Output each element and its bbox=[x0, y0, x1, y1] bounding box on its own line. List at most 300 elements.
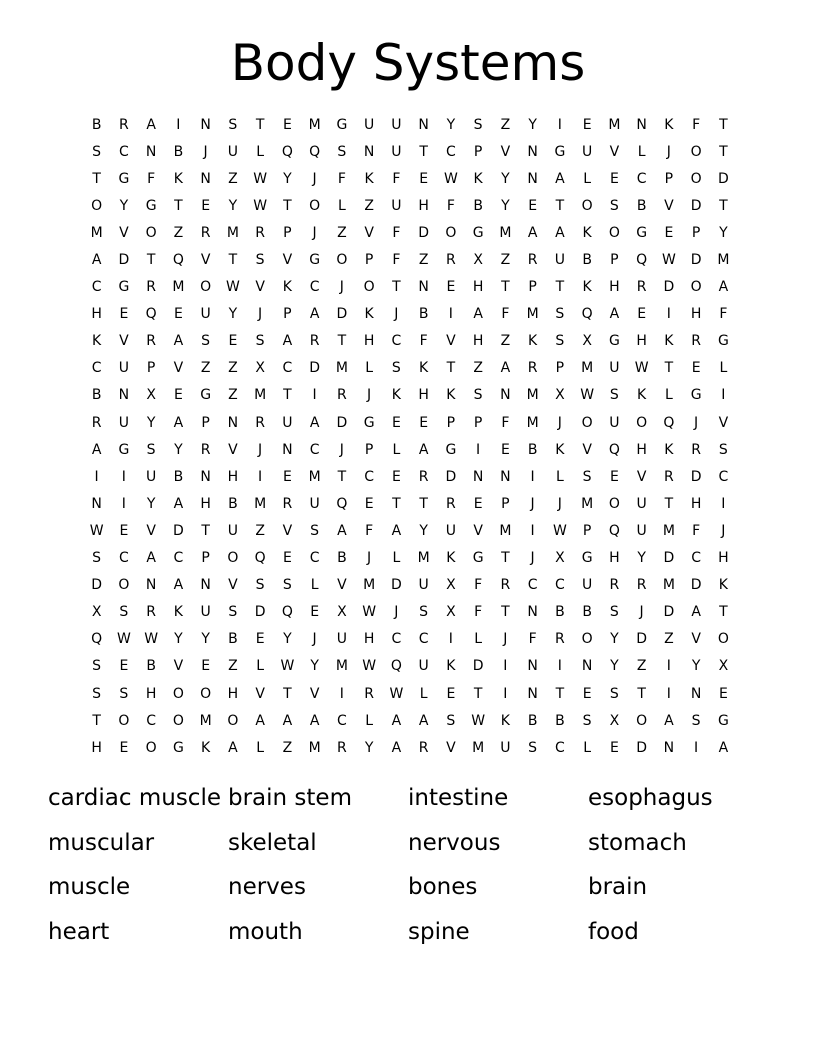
grid-letter: Z bbox=[418, 252, 429, 269]
grid-letter: H bbox=[418, 197, 429, 214]
grid-letter: U bbox=[391, 143, 402, 160]
grid-letter: W bbox=[634, 360, 649, 377]
grid-letter: T bbox=[337, 333, 347, 350]
grid-letter: H bbox=[363, 631, 375, 648]
grid-letter: Q bbox=[663, 414, 675, 431]
grid-letter: W bbox=[225, 279, 240, 296]
grid-letter: A bbox=[173, 577, 184, 594]
grid-row bbox=[83, 355, 737, 382]
word-list-item: nerves bbox=[228, 874, 306, 901]
grid-letter: Q bbox=[254, 550, 266, 567]
grid-letter: C bbox=[391, 631, 402, 648]
grid-letter: Y bbox=[610, 658, 619, 675]
grid-letter: G bbox=[118, 170, 130, 187]
grid-letter: J bbox=[258, 441, 263, 458]
grid-letter: A bbox=[391, 712, 402, 729]
grid-letter: X bbox=[555, 550, 565, 567]
grid-row bbox=[83, 328, 737, 355]
grid-letter: U bbox=[200, 604, 211, 621]
grid-letter: K bbox=[473, 170, 483, 187]
word-row bbox=[48, 865, 768, 910]
grid-letter: R bbox=[119, 116, 129, 133]
grid-letter: V bbox=[473, 522, 483, 539]
grid-letter: K bbox=[446, 658, 456, 675]
grid-letter: E bbox=[282, 550, 292, 567]
grid-letter: D bbox=[336, 306, 348, 323]
grid-letter: Y bbox=[228, 197, 238, 214]
grid-letter: S bbox=[609, 197, 619, 214]
grid-letter: V bbox=[500, 143, 511, 160]
grid-letter: T bbox=[719, 116, 728, 133]
grid-letter: S bbox=[718, 441, 728, 458]
grid-letter: G bbox=[145, 197, 157, 214]
grid-letter: Y bbox=[174, 631, 183, 648]
grid-row bbox=[83, 219, 737, 246]
grid-letter: S bbox=[255, 577, 265, 594]
grid-letter: W bbox=[89, 522, 104, 539]
grid-letter: C bbox=[391, 333, 402, 350]
grid-letter: D bbox=[390, 577, 402, 594]
grid-letter: Z bbox=[282, 739, 293, 756]
grid-letter: R bbox=[691, 441, 701, 458]
grid-letter: S bbox=[201, 333, 211, 350]
grid-letter: D bbox=[717, 170, 729, 187]
grid-letter: M bbox=[172, 279, 185, 296]
grid-letter: S bbox=[691, 712, 701, 729]
grid-letter: S bbox=[582, 712, 592, 729]
grid-letter: I bbox=[721, 387, 726, 404]
grid-letter: V bbox=[337, 577, 347, 594]
grid-letter: D bbox=[690, 577, 702, 594]
grid-row bbox=[83, 572, 737, 599]
grid-letter: X bbox=[446, 577, 456, 594]
grid-letter: M bbox=[254, 495, 267, 512]
grid-letter: B bbox=[527, 712, 538, 729]
grid-letter: Z bbox=[200, 360, 211, 377]
grid-letter: R bbox=[446, 252, 456, 269]
grid-letter: H bbox=[472, 279, 484, 296]
grid-letter: I bbox=[476, 441, 481, 458]
grid-letter: V bbox=[364, 224, 374, 241]
grid-letter: S bbox=[146, 441, 156, 458]
grid-letter: P bbox=[473, 143, 483, 160]
grid-row bbox=[83, 734, 737, 761]
grid-letter: I bbox=[666, 306, 671, 323]
grid-letter: L bbox=[719, 360, 728, 377]
grid-letter: N bbox=[363, 143, 375, 160]
word-list-item: food bbox=[588, 918, 639, 945]
grid-letter: M bbox=[662, 577, 675, 594]
grid-letter: E bbox=[473, 495, 483, 512]
grid-letter: K bbox=[664, 116, 674, 133]
grid-letter: S bbox=[282, 577, 292, 594]
grid-letter: O bbox=[145, 739, 157, 756]
grid-letter: D bbox=[690, 468, 702, 485]
grid-letter: D bbox=[172, 522, 184, 539]
grid-letter: R bbox=[555, 631, 565, 648]
grid-letter: K bbox=[419, 360, 429, 377]
grid-letter: Y bbox=[174, 441, 183, 458]
grid-letter: S bbox=[92, 658, 102, 675]
grid-letter: R bbox=[527, 360, 538, 377]
grid-letter: D bbox=[254, 604, 266, 621]
grid-letter: R bbox=[255, 224, 265, 241]
grid-letter: V bbox=[119, 224, 129, 241]
grid-letter: Y bbox=[364, 739, 374, 756]
grid-letter: V bbox=[691, 631, 701, 648]
grid-letter: A bbox=[146, 550, 156, 567]
grid-letter: L bbox=[256, 143, 265, 160]
grid-letter: K bbox=[446, 387, 456, 404]
grid-letter: X bbox=[446, 604, 456, 621]
grid-letter: I bbox=[448, 306, 453, 323]
grid-letter: Q bbox=[608, 522, 620, 539]
grid-letter: V bbox=[228, 441, 238, 458]
grid-letter: W bbox=[362, 658, 377, 675]
grid-letter: T bbox=[146, 252, 156, 269]
grid-letter: S bbox=[228, 116, 238, 133]
grid-letter: H bbox=[636, 333, 647, 350]
grid-letter: I bbox=[312, 387, 317, 404]
grid-letter: G bbox=[554, 143, 566, 160]
grid-letter: O bbox=[172, 712, 184, 729]
grid-letter: I bbox=[121, 468, 126, 485]
grid-letter: Y bbox=[501, 197, 510, 214]
grid-letter: T bbox=[228, 252, 238, 269]
grid-letter: I bbox=[503, 685, 508, 702]
grid-letter: S bbox=[609, 604, 619, 621]
grid-letter: L bbox=[474, 631, 483, 648]
grid-letter: V bbox=[146, 522, 156, 539]
grid-letter: B bbox=[173, 468, 184, 485]
grid-letter: N bbox=[527, 685, 538, 702]
grid-letter: V bbox=[636, 468, 647, 485]
grid-letter: J bbox=[530, 550, 535, 567]
grid-letter: P bbox=[555, 360, 565, 377]
grid-letter: J bbox=[258, 306, 263, 323]
grid-letter: L bbox=[637, 143, 646, 160]
grid-letter: K bbox=[173, 170, 183, 187]
grid-row bbox=[83, 707, 737, 734]
grid-letter: E bbox=[119, 739, 129, 756]
grid-letter: C bbox=[91, 360, 102, 377]
word-list-item: muscular bbox=[48, 829, 155, 856]
grid-letter: U bbox=[118, 414, 129, 431]
grid-letter: T bbox=[719, 197, 728, 214]
grid-letter: A bbox=[309, 712, 320, 729]
grid-letter: Y bbox=[501, 170, 510, 187]
grid-letter: S bbox=[446, 712, 456, 729]
grid-letter: J bbox=[557, 414, 562, 431]
grid-letter: R bbox=[200, 224, 211, 241]
grid-letter: E bbox=[419, 414, 429, 431]
grid-letter: O bbox=[200, 279, 212, 296]
grid-letter: M bbox=[581, 495, 594, 512]
grid-letter: Q bbox=[390, 658, 402, 675]
grid-letter: H bbox=[636, 441, 647, 458]
grid-letter: B bbox=[555, 712, 565, 729]
grid-letter: J bbox=[394, 306, 399, 323]
grid-letter: Z bbox=[664, 631, 674, 648]
grid-letter: G bbox=[336, 116, 348, 133]
grid-letter: R bbox=[282, 495, 293, 512]
grid-letter: E bbox=[282, 468, 292, 485]
grid-letter: U bbox=[282, 414, 293, 431]
grid-row bbox=[83, 192, 737, 219]
grid-letter: C bbox=[636, 170, 647, 187]
grid-letter: Z bbox=[364, 197, 374, 214]
grid-letter: T bbox=[719, 604, 728, 621]
grid-letter: T bbox=[283, 197, 292, 214]
grid-letter: Q bbox=[608, 441, 620, 458]
grid-letter: V bbox=[255, 685, 265, 702]
grid-letter: O bbox=[309, 197, 321, 214]
grid-letter: S bbox=[419, 604, 429, 621]
grid-row bbox=[83, 409, 737, 436]
grid-letter: O bbox=[227, 550, 239, 567]
grid-letter: A bbox=[473, 306, 483, 323]
grid-letter: K bbox=[282, 279, 292, 296]
grid-letter: X bbox=[337, 604, 347, 621]
grid-letter: W bbox=[552, 522, 567, 539]
grid-letter: G bbox=[445, 441, 457, 458]
grid-letter: J bbox=[394, 604, 399, 621]
grid-letter: G bbox=[636, 224, 648, 241]
grid-letter: M bbox=[308, 116, 321, 133]
grid-letter: N bbox=[145, 143, 157, 160]
grid-letter: T bbox=[337, 468, 347, 485]
grid-letter: N bbox=[200, 116, 211, 133]
grid-letter: A bbox=[527, 224, 538, 241]
grid-row bbox=[83, 246, 737, 273]
grid-letter: Q bbox=[281, 143, 293, 160]
grid-letter: A bbox=[309, 414, 320, 431]
grid-row bbox=[83, 436, 737, 463]
grid-letter: O bbox=[636, 414, 648, 431]
grid-letter: C bbox=[718, 468, 729, 485]
grid-row bbox=[83, 165, 737, 192]
grid-letter: U bbox=[582, 143, 593, 160]
grid-letter: K bbox=[500, 712, 510, 729]
grid-letter: E bbox=[119, 658, 129, 675]
grid-letter: C bbox=[146, 712, 157, 729]
grid-letter: D bbox=[309, 360, 321, 377]
grid-letter: T bbox=[555, 685, 565, 702]
grid-letter: V bbox=[173, 658, 184, 675]
grid-letter: Z bbox=[228, 387, 238, 404]
grid-letter: I bbox=[557, 658, 562, 675]
grid-letter: C bbox=[309, 279, 320, 296]
grid-letter: G bbox=[172, 739, 184, 756]
grid-letter: E bbox=[201, 658, 211, 675]
grid-letter: S bbox=[255, 333, 265, 350]
grid-letter: T bbox=[283, 685, 292, 702]
grid-letter: A bbox=[173, 495, 184, 512]
grid-letter: B bbox=[636, 197, 647, 214]
grid-letter: U bbox=[554, 252, 565, 269]
grid-letter: A bbox=[718, 739, 729, 756]
word-list-item: mouth bbox=[228, 918, 303, 945]
grid-letter: K bbox=[173, 604, 183, 621]
grid-letter: B bbox=[582, 604, 592, 621]
grid-letter: J bbox=[694, 414, 699, 431]
grid-letter: E bbox=[637, 306, 647, 323]
grid-letter: W bbox=[253, 170, 268, 187]
grid-letter: M bbox=[499, 224, 512, 241]
grid-letter: R bbox=[664, 468, 674, 485]
grid-letter: U bbox=[609, 360, 620, 377]
grid-letter: D bbox=[690, 252, 702, 269]
grid-letter: Z bbox=[473, 360, 483, 377]
grid-letter: H bbox=[91, 739, 102, 756]
grid-letter: N bbox=[418, 116, 429, 133]
grid-letter: D bbox=[118, 252, 130, 269]
grid-letter: E bbox=[173, 306, 183, 323]
grid-letter: O bbox=[91, 197, 103, 214]
grid-letter: Q bbox=[336, 495, 348, 512]
grid-letter: K bbox=[718, 577, 728, 594]
grid-letter: M bbox=[254, 387, 267, 404]
word-list-item: stomach bbox=[588, 829, 687, 856]
grid-letter: E bbox=[582, 685, 592, 702]
grid-letter: Z bbox=[500, 116, 511, 133]
grid-letter: B bbox=[91, 387, 102, 404]
grid-letter: R bbox=[609, 577, 620, 594]
grid-letter: U bbox=[418, 577, 429, 594]
grid-letter: C bbox=[527, 577, 538, 594]
grid-letter: F bbox=[692, 116, 701, 133]
grid-letter: Q bbox=[581, 306, 593, 323]
grid-letter: T bbox=[446, 360, 456, 377]
word-list-item: nervous bbox=[408, 829, 501, 856]
grid-letter: H bbox=[145, 685, 157, 702]
grid-letter: H bbox=[418, 387, 429, 404]
grid-letter: V bbox=[119, 333, 129, 350]
grid-letter: Z bbox=[228, 360, 238, 377]
grid-letter: R bbox=[500, 577, 511, 594]
grid-letter: A bbox=[91, 441, 102, 458]
grid-letter: M bbox=[417, 550, 430, 567]
grid-letter: U bbox=[636, 522, 647, 539]
grid-letter: T bbox=[555, 197, 565, 214]
grid-letter: P bbox=[283, 224, 292, 241]
grid-letter: F bbox=[501, 306, 510, 323]
grid-letter: X bbox=[718, 658, 729, 675]
grid-letter: U bbox=[636, 495, 647, 512]
grid-letter: F bbox=[501, 414, 510, 431]
grid-letter: E bbox=[664, 224, 674, 241]
grid-letter: K bbox=[664, 333, 674, 350]
grid-letter: T bbox=[419, 495, 428, 512]
grid-letter: Y bbox=[446, 116, 456, 133]
grid-letter: J bbox=[312, 224, 317, 241]
grid-letter: C bbox=[554, 739, 565, 756]
grid-letter: O bbox=[445, 224, 457, 241]
grid-letter: C bbox=[282, 360, 293, 377]
grid-letter: O bbox=[636, 712, 648, 729]
grid-letter: P bbox=[528, 279, 537, 296]
grid-letter: A bbox=[391, 522, 402, 539]
grid-letter: M bbox=[90, 224, 103, 241]
grid-letter: V bbox=[718, 414, 729, 431]
grid-letter: H bbox=[609, 550, 620, 567]
grid-letter: R bbox=[691, 333, 701, 350]
grid-letter: I bbox=[448, 631, 453, 648]
grid-letter: L bbox=[365, 360, 374, 377]
grid-letter: S bbox=[609, 685, 619, 702]
grid-letter: D bbox=[663, 604, 675, 621]
grid-letter: Y bbox=[283, 631, 292, 648]
grid-letter: R bbox=[255, 414, 265, 431]
grid-letter: M bbox=[499, 522, 512, 539]
grid-letter: I bbox=[258, 468, 263, 485]
grid-letter: Y bbox=[610, 631, 619, 648]
grid-letter: I bbox=[121, 495, 126, 512]
grid-letter: H bbox=[690, 495, 702, 512]
grid-letter: M bbox=[581, 360, 594, 377]
grid-letter: D bbox=[663, 279, 675, 296]
grid-letter: K bbox=[555, 441, 565, 458]
grid-letter: E bbox=[119, 306, 129, 323]
grid-letter: E bbox=[582, 116, 592, 133]
grid-letter: E bbox=[310, 604, 320, 621]
grid-letter: U bbox=[227, 522, 238, 539]
grid-letter: Q bbox=[91, 631, 103, 648]
grid-letter: S bbox=[528, 739, 538, 756]
grid-letter: Z bbox=[500, 252, 511, 269]
grid-letter: S bbox=[473, 116, 483, 133]
grid-letter: H bbox=[363, 333, 375, 350]
grid-letter: T bbox=[201, 522, 210, 539]
grid-letter: A bbox=[173, 414, 184, 431]
grid-letter: A bbox=[418, 441, 429, 458]
grid-letter: F bbox=[719, 306, 728, 323]
grid-letter: G bbox=[309, 252, 321, 269]
grid-letter: B bbox=[146, 658, 156, 675]
grid-letter: O bbox=[690, 143, 702, 160]
grid-letter: O bbox=[336, 252, 348, 269]
grid-letter: R bbox=[418, 739, 429, 756]
grid-letter: J bbox=[339, 279, 344, 296]
grid-letter: A bbox=[309, 306, 320, 323]
grid-letter: Z bbox=[636, 658, 647, 675]
grid-letter: L bbox=[419, 685, 428, 702]
grid-letter: L bbox=[256, 739, 265, 756]
grid-letter: C bbox=[91, 279, 102, 296]
grid-letter: F bbox=[365, 522, 374, 539]
grid-letter: Z bbox=[228, 170, 238, 187]
grid-letter: W bbox=[443, 170, 458, 187]
grid-letter: C bbox=[309, 441, 320, 458]
grid-letter: P bbox=[201, 414, 210, 431]
grid-letter: R bbox=[146, 333, 156, 350]
grid-letter: M bbox=[335, 360, 348, 377]
grid-letter: D bbox=[636, 739, 648, 756]
grid-letter: C bbox=[173, 550, 184, 567]
grid-letter: K bbox=[364, 306, 374, 323]
grid-letter: M bbox=[526, 306, 539, 323]
grid-letter: P bbox=[201, 550, 210, 567]
grid-letter: K bbox=[92, 333, 102, 350]
grid-letter: M bbox=[363, 577, 376, 594]
grid-letter: C bbox=[118, 143, 129, 160]
grid-letter: A bbox=[609, 306, 620, 323]
word-list-item: intestine bbox=[408, 785, 509, 812]
grid-letter: S bbox=[391, 360, 401, 377]
grid-letter: O bbox=[581, 414, 593, 431]
grid-letter: P bbox=[610, 252, 619, 269]
grid-letter: Y bbox=[719, 224, 728, 241]
